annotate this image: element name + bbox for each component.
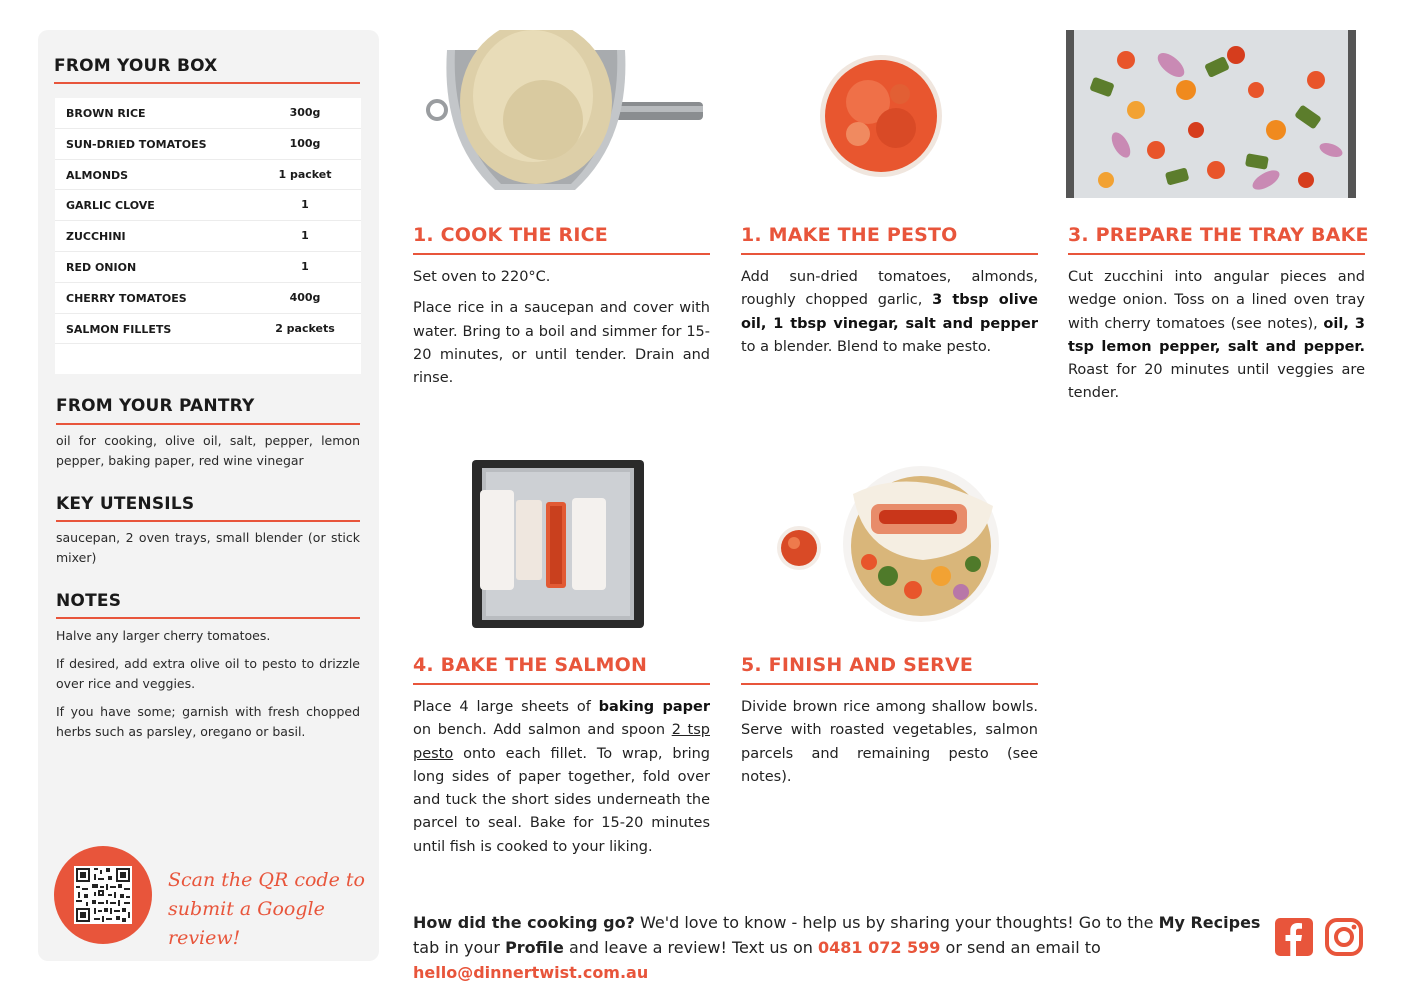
pantry-text: oil for cooking, olive oil, salt, pepper, lemon pepper, baking paper, red wine vinegar [56,433,360,468]
bold-run: baking paper [598,699,710,715]
step-1-title: 1. COOK THE RICE [413,224,608,246]
note-item: If desired, add extra olive oil to pesto to drizzle over rice and veggies. [56,656,360,691]
step-4-title: 4. BAKE THE SALMON [413,654,648,676]
step-1-para: Set oven to 220°C. [413,269,551,285]
table-row [55,314,361,345]
step-5-text [741,696,1038,797]
profile-link: Profile [505,938,564,957]
ingredient-qty: 1 [301,198,309,212]
step-4-text [413,696,710,867]
step-3-text [1068,266,1365,414]
notes-title: NOTES [56,591,122,611]
bold-run: oil, 3 tsp lemon pepper, salt and pepper. [1068,315,1365,355]
text-run: or send an email to [940,938,1101,957]
salmon-parcels-image [472,460,644,628]
divider [56,520,360,522]
step-5-para: Divide brown rice among shallow bowls. Serve with roasted vegetables, salmon parcels and remaining pesto (see notes). [741,699,1038,785]
ingredient-qty: 1 [301,229,309,243]
ingredients-sidebar [38,30,379,961]
email-link[interactable]: hello@dinnertwist.com.au [413,963,649,982]
step-5-title: 5. FINISH AND SERVE [741,654,974,676]
table-row [55,160,361,191]
bold-run: How did the cooking go? [413,913,635,932]
ingredient-qty: 300g [289,106,321,119]
note-item: If you have some; garnish with fresh chopped herbs such as parsley, oregano or basil. [56,704,360,739]
text-run: on bench. Add salmon and spoon [413,722,672,739]
step-1-text [413,266,710,398]
underline-run: 2 tsp pesto [413,722,710,762]
divider [56,617,360,619]
text-run: to a blender. Blend to make pesto. [741,338,992,355]
tray-bake-image [1066,30,1356,198]
table-row [55,98,361,129]
table-row [55,221,361,252]
key-utensils-title: KEY UTENSILS [56,494,195,514]
instagram-icon[interactable] [1325,918,1363,956]
bold-run: 3 tbsp olive oil, 1 tbsp vinegar, salt and pepper [741,292,1038,332]
text-run: Place 4 large sheets of [413,699,599,715]
divider [1068,253,1365,255]
divider [54,82,360,84]
text-run: tab in your [413,938,506,957]
utensils-text: saucepan, 2 oven trays, small blender (or stick mixer) [56,530,360,565]
step-2-text [741,266,1038,367]
ingredient-qty: 400g [289,290,321,304]
divider [741,683,1038,685]
table-row [55,283,361,314]
ingredient-name: ZUCCHINI [66,230,126,244]
text-run: and leave a review! Text us on [563,938,818,957]
divider [413,253,710,255]
ingredient-name: GARLIC CLOVE [66,199,155,213]
notes-list [56,626,360,750]
facebook-icon[interactable] [1275,918,1313,956]
step-2-title: 1. MAKE THE PESTO [741,224,958,246]
cooked-rice-image [425,30,703,198]
table-row [55,129,361,160]
step-3-title: 3. PREPARE THE TRAY BAKE [1068,224,1369,246]
from-your-box-title: FROM YOUR BOX [54,56,218,76]
finished-dish-image [773,464,999,624]
step-1-para: Place rice in a saucepan and cover with water. Bring to a boil and simmer for 15-20 minutes, or until tender. Drain and rinse. [413,300,710,387]
table-row [55,252,361,283]
qr-code[interactable] [74,866,132,924]
text-run: onto each fillet. To wrap, bring long sides of paper together, fold over and tuck the short sides underneath the parcel to seal. Bake for 15-20 minutes until fish is cooked to your liking. [413,745,710,855]
feedback-footer [413,910,1263,985]
text-run: Cut zucchini into angular pieces and wedge onion. Toss on a lined oven tray with cherry tomatoes (see notes), [1068,269,1365,332]
ingredient-name: BROWN RICE [66,107,146,120]
table-row [55,190,361,221]
divider [741,253,1038,255]
ingredient-name: SALMON FILLETS [66,322,172,336]
box-ingredients-table [55,98,361,374]
ingredient-name: SUN-DRIED TOMATOES [66,137,207,151]
from-your-pantry-title: FROM YOUR PANTRY [56,396,255,416]
phone-link[interactable]: 0481 072 599 [817,938,941,957]
ingredient-qty: 1 packet [278,167,332,181]
ingredient-name: ALMONDS [66,168,129,182]
qr-caption [168,866,368,953]
ingredient-qty: 100g [289,136,321,150]
text-run: Roast for 20 minutes until veggies are tender. [1068,362,1365,402]
qr-caption-line: submit a Google review! [168,898,325,949]
text-run: We'd love to know - help us by sharing your thoughts! Go to the [634,913,1159,932]
note-item: Halve any larger cherry tomatoes. [56,628,271,643]
ingredient-qty: 2 packets [275,321,335,335]
qr-badge [54,846,152,944]
divider [56,423,360,425]
my-recipes-link: My Recipes [1158,913,1261,932]
qr-caption-line: Scan the QR code to [168,869,365,891]
ingredient-name: RED ONION [66,260,137,274]
ingredient-qty: 1 [301,259,309,273]
divider [413,683,710,685]
pesto-bowl-image [818,54,944,178]
ingredient-name: CHERRY TOMATOES [66,291,187,305]
text-run: Add sun-dried tomatoes, almonds, roughly chopped garlic, [741,269,1038,309]
